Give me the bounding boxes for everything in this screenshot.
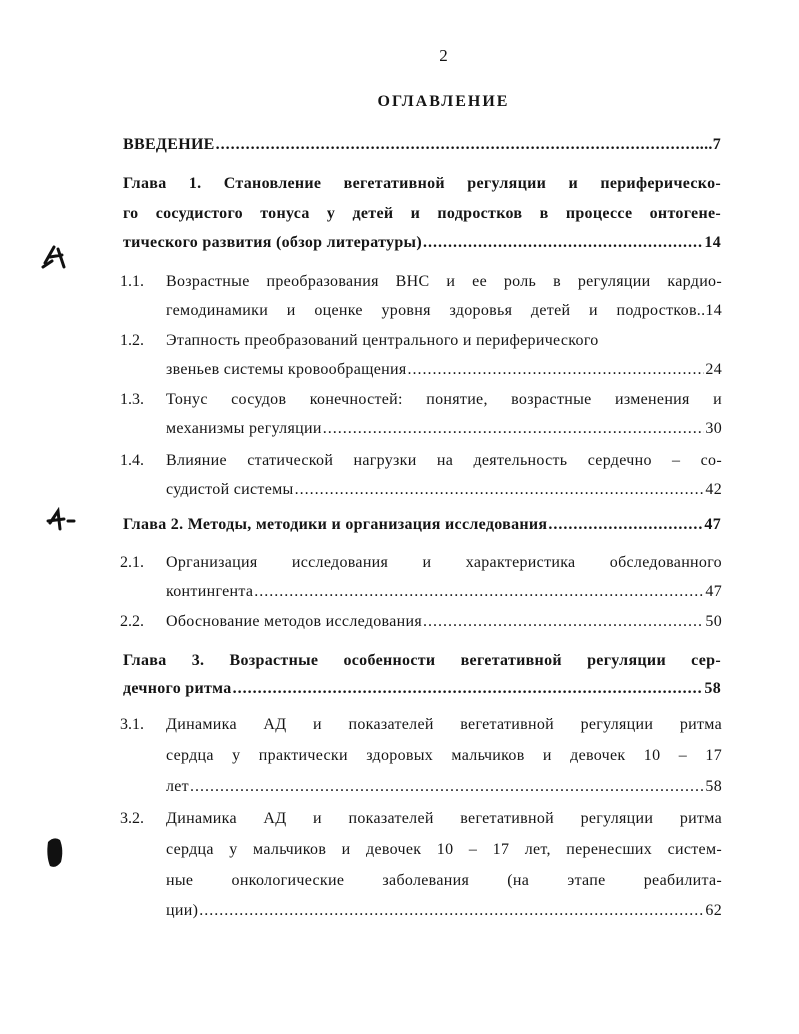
toc-s12-number: 1.2. [120,332,144,349]
toc-s32-line4-text: ции) [166,902,199,919]
toc-ch3-line2-text: дечного ритма [123,680,232,697]
toc-s22-line1-text: Обоснование методов исследования [166,613,422,630]
margin-ink-blot [44,836,66,870]
toc-s13-page: 30 [705,420,722,437]
toc-s12-line1: Этапность преобразований центрального и периферического [166,332,599,349]
toc-s14-line1: Влияние статической нагрузки на деятельность сердечно – со- [166,452,722,469]
toc-s11-line1: Возрастные преобразования ВНС и ее роль в регуляции кардио- [166,273,722,290]
toc-s12-line2 [166,361,722,379]
toc-s21-line1: Организация исследования и характеристика обследованного [166,554,722,571]
toc-s31-line2: сердца у практически здоровых мальчиков и девочек 10 – 17 [166,747,722,764]
toc-s32-page: 62 [705,902,722,919]
toc-ch1-line1: Глава 1. Становление вегетативной регуляции и периферическо- [123,175,721,192]
leader-dots [408,361,705,379]
toc-s32-line4 [166,902,722,920]
toc-s11-number: 1.1. [120,273,144,290]
toc-s31-number: 3.1. [120,716,144,733]
leader-dots [199,902,704,920]
toc-ch1-line3-text: тического развития (обзор литературы) [123,234,422,251]
toc-s12-page: 24 [705,361,722,378]
toc-s32-line1: Динамика АД и показателей вегетативной регуляции ритма [166,810,722,827]
toc-s31-line1: Динамика АД и показателей вегетативной регуляции ритма [166,716,722,733]
toc-s13-number: 1.3. [120,391,144,408]
leader-dots [190,778,704,796]
page-number: 2 [439,46,448,65]
toc-s14-line2-text: судистой системы [166,481,294,498]
toc-ch2-text: Глава 2. Методы, методики и организация исследования [123,516,548,533]
toc-entry-intro [123,136,721,154]
toc-s13-line2 [166,420,722,438]
margin-handwritten-mark [40,243,72,271]
leader-dots [423,613,704,631]
toc-ch3-line1: Глава 3. Возрастные особенности вегетативной регуляции сер- [123,652,721,669]
toc-entry-intro-page: ....7 [695,136,721,153]
margin-handwritten-mark [44,507,80,533]
leader-dots [254,583,704,601]
toc-ch2 [123,516,721,534]
toc-s11-line2: гемодинамики и оценке уровня здоровья детей и подростков..14 [166,302,722,319]
toc-s32-number: 3.2. [120,810,144,827]
toc-ch3-line2 [123,680,721,698]
leader-dots [548,516,703,534]
toc-s31-line3-text: лет [166,778,189,795]
toc-s13-line1: Тонус сосудов конечностей: понятие, возрастные изменения и [166,391,722,408]
toc-s21-line2 [166,583,722,601]
toc-ch3-page: 58 [704,680,721,697]
toc-s21-page: 47 [705,583,722,600]
toc-ch1-line3 [123,234,721,252]
toc-s13-line2-text: механизмы регуляции [166,420,322,437]
leader-dots [323,420,705,438]
leader-dots [233,680,704,698]
toc-entry-intro-label: ВВЕДЕНИЕ [123,136,215,153]
toc-ch1-line2: го сосудистого тонуса у детей и подростков в процессе онтогене- [123,205,721,222]
toc-s22-number: 2.2. [120,613,144,630]
toc-s31-page: 58 [705,778,722,795]
toc-s31-line3 [166,778,722,796]
toc-s32-line2: сердца у мальчиков и девочек 10 – 17 лет, перенесших систем- [166,841,722,858]
toc-s22-page: 50 [705,613,722,630]
page-title: ОГЛАВЛЕНИЕ [377,93,510,110]
leader-dots [295,481,705,499]
toc-ch1-page: 14 [704,234,721,251]
toc-s14-page: 42 [705,481,722,498]
toc-ch2-page: 47 [704,516,721,533]
toc-s21-line2-text: контингента [166,583,254,600]
leader-dots [423,234,703,252]
toc-s14-line2 [166,481,722,499]
leader-dots [216,136,695,154]
toc-s32-line3: ные онкологические заболевания (на этапе реабилита- [166,872,722,889]
toc-s21-number: 2.1. [120,554,144,571]
toc-s12-line2-text: звеньев системы кровообращения [166,361,407,378]
toc-s14-number: 1.4. [120,452,144,469]
toc-s22-line1 [166,613,722,631]
